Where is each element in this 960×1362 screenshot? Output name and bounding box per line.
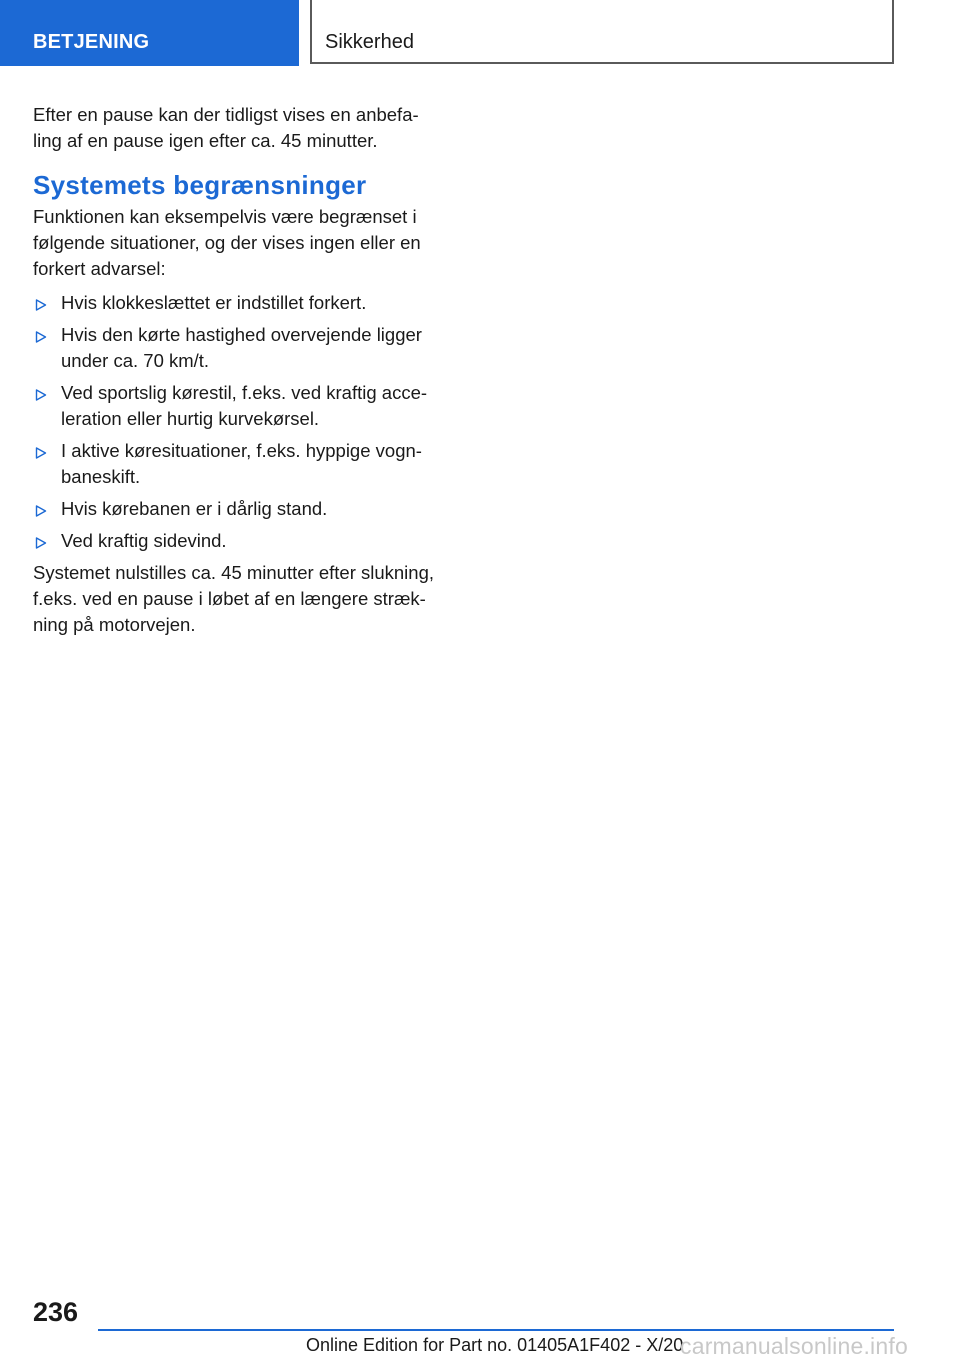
triangle-right-outline-icon <box>33 380 49 406</box>
header-topic-label: Sikkerhed <box>325 31 414 53</box>
list-item-line: Ved kraftig sidevind. <box>61 530 227 551</box>
section-heading: Systemets begrænsninger <box>33 170 367 200</box>
intro-line: ling af en pause igen efter ca. 45 minutter. <box>33 130 378 151</box>
list-item <box>33 496 453 522</box>
list-item <box>33 528 453 554</box>
list-item <box>33 438 453 490</box>
closing-paragraph <box>33 560 453 638</box>
page-content <box>33 102 453 638</box>
footer-edition-text: Online Edition for Part no. 01405A1F402 - X/20 <box>306 1335 684 1355</box>
intro-paragraph <box>33 102 453 154</box>
section-intro <box>33 204 453 282</box>
triangle-right-outline-icon <box>33 528 49 554</box>
list-item-line: Hvis klokkeslættet er indstillet forkert. <box>61 292 367 313</box>
list-item <box>33 322 453 374</box>
list-item-line: Ved sportslig kørestil, f.eks. ved kraftig acce- <box>61 382 428 403</box>
list-item-line: I aktive køresituationer, f.eks. hyppige vogn- <box>61 440 422 461</box>
limitations-list <box>33 290 453 554</box>
watermark: carmanualsonline.info <box>680 1333 908 1359</box>
header-section-label: BETJENING <box>33 31 150 53</box>
closing-line: f.eks. ved en pause i løbet af en længere stræk- <box>33 588 426 609</box>
closing-line: Systemet nulstilles ca. 45 minutter efter slukning, <box>33 562 435 583</box>
section-intro-line: følgende situationer, og der vises ingen eller en <box>33 232 421 253</box>
list-item <box>33 380 453 432</box>
list-item-line: Hvis kørebanen er i dårlig stand. <box>61 498 328 519</box>
list-item-line: Hvis den kørte hastighed overvejende ligger <box>61 324 422 345</box>
triangle-right-outline-icon <box>33 438 49 464</box>
triangle-right-outline-icon <box>33 322 49 348</box>
intro-line: Efter en pause kan der tidligst vises en anbefa- <box>33 104 419 125</box>
triangle-right-outline-icon <box>33 496 49 522</box>
section-intro-line: forkert advarsel: <box>33 258 166 279</box>
page-number: 236 <box>33 1297 79 1327</box>
footer-divider <box>98 1329 894 1331</box>
closing-line: ning på motorvejen. <box>33 614 196 635</box>
list-item <box>33 290 453 316</box>
section-intro-line: Funktionen kan eksempelvis være begrænset i <box>33 206 417 227</box>
list-item-line: baneskift. <box>61 466 141 487</box>
triangle-right-outline-icon <box>33 290 49 316</box>
list-item-line: under ca. 70 km/t. <box>61 350 210 371</box>
list-item-line: leration eller hurtig kurvekørsel. <box>61 408 320 429</box>
